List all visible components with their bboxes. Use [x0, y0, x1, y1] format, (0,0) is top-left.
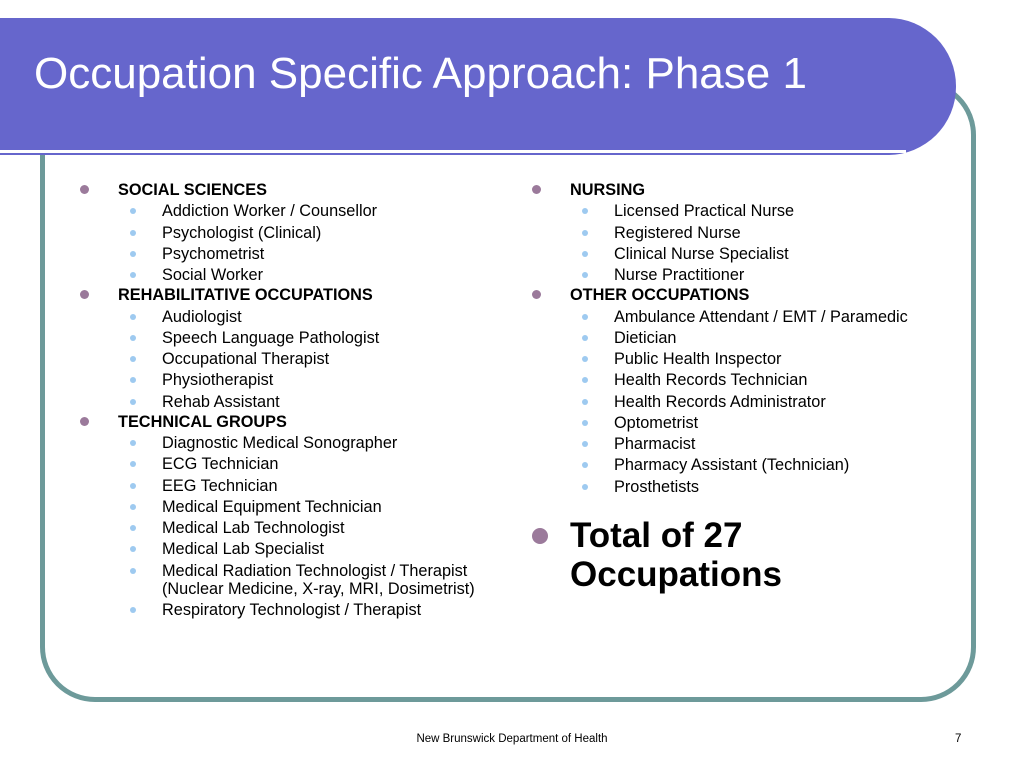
list-item-text: Pharmacy Assistant (Technician) — [614, 456, 850, 475]
list-item-text: EEG Technician — [162, 476, 278, 495]
list-item-text: Audiologist — [162, 307, 242, 326]
list-item-text: Medical Lab Technologist — [162, 519, 345, 537]
list-item-text: Nurse Practitioner — [614, 266, 745, 284]
sub-bullet-icon — [130, 546, 136, 552]
title-underline — [0, 150, 906, 153]
sub-bullet-icon — [130, 461, 136, 467]
list-item — [532, 434, 932, 453]
section-heading: SOCIAL SCIENCES — [118, 181, 267, 199]
list-item-text: Occupational Therapist — [162, 350, 330, 368]
sub-bullet-icon — [582, 462, 588, 468]
list-item-text: Rehab Assistant — [162, 392, 280, 411]
list-item — [80, 392, 490, 411]
section — [80, 286, 490, 411]
list-item — [532, 307, 932, 326]
list-item-text: Dietician — [614, 328, 677, 347]
sub-bullet-icon — [582, 377, 588, 383]
list-item — [80, 328, 490, 347]
list-item — [532, 244, 932, 263]
total-summary — [532, 516, 932, 595]
bullet-icon — [80, 417, 89, 426]
sub-bullet-icon — [130, 607, 136, 613]
list-item-text: Diagnostic Medical Sonographer — [162, 434, 398, 452]
page-number: 7 — [955, 733, 962, 745]
sub-bullet-icon — [582, 272, 588, 278]
list-item-text: Registered Nurse — [614, 223, 741, 242]
section-heading: OTHER OCCUPATIONS — [570, 286, 750, 305]
list-item-text: Ambulance Attendant / EMT / Paramedic — [614, 307, 908, 326]
sub-bullet-icon — [130, 251, 136, 257]
bullet-icon — [532, 528, 548, 544]
list-item — [532, 201, 932, 220]
list-item-text: Public Health Inspector — [614, 350, 782, 368]
sub-bullet-icon — [582, 230, 588, 236]
list-item-text: Licensed Practical Nurse — [614, 202, 795, 221]
sub-bullet-icon — [582, 335, 588, 341]
section-heading: REHABILITATIVE OCCUPATIONS — [118, 286, 373, 305]
list-item — [80, 201, 490, 220]
list-item — [532, 265, 932, 284]
list-item — [532, 477, 932, 496]
list-item — [80, 349, 490, 368]
sub-bullet-icon — [582, 399, 588, 405]
list-item — [80, 370, 490, 389]
section — [532, 286, 932, 496]
list-item — [80, 244, 490, 263]
list-item-text: Medical Radiation Technologist / Therapist (Nuclear Medicine, X-ray, MRI, Dosimetrist) — [162, 561, 475, 598]
section — [532, 181, 932, 284]
list-item — [80, 265, 490, 284]
sub-bullet-icon — [130, 314, 136, 320]
list-item-text: Health Records Administrator — [614, 392, 826, 411]
list-item — [80, 223, 490, 242]
list-item — [532, 455, 932, 474]
list-item — [80, 600, 490, 619]
footer-text: New Brunswick Department of Health — [416, 733, 608, 745]
list-item — [80, 561, 490, 599]
list-item-text: Prosthetists — [614, 477, 700, 496]
list-item — [80, 454, 490, 473]
list-item — [80, 307, 490, 326]
list-item-text: Medical Equipment Technician — [162, 497, 382, 516]
list-item — [80, 476, 490, 495]
list-item — [80, 497, 490, 516]
sub-bullet-icon — [582, 420, 588, 426]
sub-bullet-icon — [130, 525, 136, 531]
list-item-text: Psychologist (Clinical) — [162, 223, 322, 242]
sub-bullet-icon — [130, 335, 136, 341]
bullet-icon — [532, 290, 541, 299]
section — [80, 181, 490, 284]
list-item — [532, 392, 932, 411]
section-heading: TECHNICAL GROUPS — [118, 412, 287, 431]
list-item-text: Medical Lab Specialist — [162, 540, 324, 559]
list-item-text: Psychometrist — [162, 244, 265, 263]
sub-bullet-icon — [130, 504, 136, 510]
list-item-text: Physiotherapist — [162, 371, 274, 390]
left-column — [80, 181, 490, 621]
list-item — [80, 433, 490, 452]
list-item — [532, 328, 932, 347]
bullet-icon — [80, 185, 89, 194]
sub-bullet-icon — [582, 314, 588, 320]
list-item-text: Optometrist — [614, 413, 699, 432]
right-column — [532, 181, 932, 595]
list-item — [532, 349, 932, 368]
section — [80, 413, 490, 620]
sub-bullet-icon — [582, 208, 588, 214]
list-item — [80, 539, 490, 558]
list-item-text: Respiratory Technologist / Therapist — [162, 601, 422, 619]
slide-title: Occupation Specific Approach: Phase 1 — [34, 49, 807, 98]
list-item — [532, 223, 932, 242]
list-item — [80, 518, 490, 537]
list-item-text: Pharmacist — [614, 435, 696, 453]
list-item-text: Clinical Nurse Specialist — [614, 244, 789, 263]
sub-bullet-icon — [130, 377, 136, 383]
sub-bullet-icon — [130, 272, 136, 278]
sub-bullet-icon — [582, 441, 588, 447]
list-item-text: Addiction Worker / Counsellor — [162, 202, 378, 221]
sub-bullet-icon — [130, 399, 136, 405]
list-item-text: Health Records Technician — [614, 371, 808, 390]
sub-bullet-icon — [582, 356, 588, 362]
bullet-icon — [80, 290, 89, 299]
sub-bullet-icon — [130, 230, 136, 236]
list-item-text: Social Worker — [162, 266, 264, 284]
sub-bullet-icon — [582, 484, 588, 490]
list-item-text: Speech Language Pathologist — [162, 328, 380, 347]
total-text: Total of 27 Occupations — [570, 515, 782, 595]
list-item-text: ECG Technician — [162, 455, 279, 474]
list-item — [532, 370, 932, 389]
sub-bullet-icon — [582, 251, 588, 257]
sub-bullet-icon — [130, 356, 136, 362]
sub-bullet-icon — [130, 568, 136, 574]
section-heading: NURSING — [570, 181, 646, 199]
sub-bullet-icon — [130, 440, 136, 446]
bullet-icon — [532, 185, 541, 194]
sub-bullet-icon — [130, 208, 136, 214]
sub-bullet-icon — [130, 483, 136, 489]
list-item — [532, 413, 932, 432]
